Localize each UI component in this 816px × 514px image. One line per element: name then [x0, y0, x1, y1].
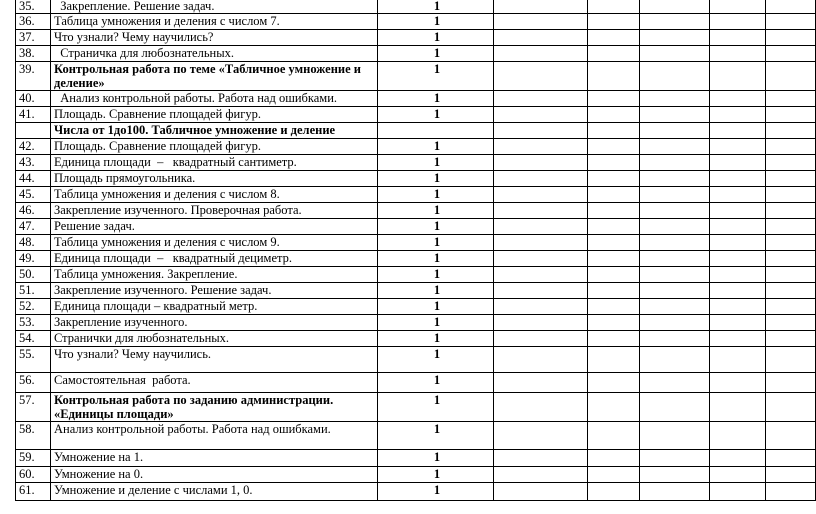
empty-cell: [494, 422, 588, 450]
empty-cell: [588, 467, 640, 483]
lesson-topic: Контрольная работа по заданию администрации. «Единицы площади»: [51, 393, 378, 422]
table-row: [16, 315, 816, 331]
empty-cell: [494, 373, 588, 393]
table-row: [16, 235, 816, 251]
empty-cell: [766, 235, 816, 251]
lesson-topic: Что узнали? Чему научились?: [51, 30, 378, 46]
empty-cell: [588, 30, 640, 46]
empty-cell: [640, 373, 710, 393]
empty-cell: [640, 107, 710, 123]
empty-cell: [766, 62, 816, 91]
empty-cell: [766, 139, 816, 155]
row-number: 38.: [16, 46, 51, 62]
empty-cell: [588, 251, 640, 267]
empty-cell: [710, 91, 766, 107]
table-row: [16, 267, 816, 283]
table-row: [16, 299, 816, 315]
empty-cell: [494, 91, 588, 107]
lesson-topic: Анализ контрольной работы. Работа над ошибками.: [51, 91, 378, 107]
empty-cell: [494, 0, 588, 14]
empty-cell: [640, 14, 710, 30]
lesson-topic: Закрепление изученного. Решение задач.: [51, 283, 378, 299]
empty-cell: [766, 219, 816, 235]
row-number: 52.: [16, 299, 51, 315]
empty-cell: [640, 91, 710, 107]
empty-cell: [766, 267, 816, 283]
empty-cell: [766, 251, 816, 267]
row-number: 59.: [16, 450, 51, 467]
empty-cell: [766, 14, 816, 30]
lesson-topic: Что узнали? Чему научились.: [51, 347, 378, 373]
empty-cell: [494, 219, 588, 235]
row-number: 35.: [16, 0, 51, 14]
empty-cell: [766, 467, 816, 483]
empty-cell: [494, 155, 588, 171]
lesson-topic: Закрепление изученного.: [51, 315, 378, 331]
empty-cell: [766, 283, 816, 299]
lesson-topic: Умножение и деление с числами 1, 0.: [51, 483, 378, 501]
empty-cell: [494, 483, 588, 501]
empty-cell: [710, 62, 766, 91]
empty-cell: [710, 283, 766, 299]
empty-cell: [588, 331, 640, 347]
empty-cell: [710, 422, 766, 450]
empty-cell: [766, 373, 816, 393]
row-number: 47.: [16, 219, 51, 235]
empty-cell: [494, 347, 588, 373]
lesson-hours: 1: [378, 30, 494, 46]
empty-cell: [710, 155, 766, 171]
lesson-hours: 1: [378, 219, 494, 235]
empty-cell: [766, 123, 816, 139]
empty-cell: [710, 315, 766, 331]
lesson-hours: 1: [378, 393, 494, 422]
empty-cell: [588, 46, 640, 62]
lesson-topic: Закрепление. Решение задач.: [51, 0, 378, 14]
empty-cell: [494, 139, 588, 155]
empty-cell: [766, 155, 816, 171]
empty-cell: [766, 422, 816, 450]
table-row: [16, 139, 816, 155]
row-number: 37.: [16, 30, 51, 46]
lesson-hours: 1: [378, 91, 494, 107]
lesson-hours: 1: [378, 467, 494, 483]
empty-cell: [710, 139, 766, 155]
empty-cell: [640, 0, 710, 14]
empty-cell: [588, 62, 640, 91]
empty-cell: [766, 171, 816, 187]
table-row: [16, 91, 816, 107]
row-number: 50.: [16, 267, 51, 283]
table-row: [16, 46, 816, 62]
empty-cell: [710, 14, 766, 30]
empty-cell: [710, 299, 766, 315]
row-number: 48.: [16, 235, 51, 251]
section-header-row: [16, 123, 816, 139]
empty-cell: [710, 347, 766, 373]
empty-cell: [710, 267, 766, 283]
empty-cell: [710, 30, 766, 46]
lesson-topic: Таблица умножения и деления с числом 8.: [51, 187, 378, 203]
lesson-hours: 1: [378, 283, 494, 299]
empty-cell: [588, 187, 640, 203]
lesson-topic: Единица площади – квадратный метр.: [51, 299, 378, 315]
lesson-topic: Самостоятельная работа.: [51, 373, 378, 393]
row-number: 57.: [16, 393, 51, 422]
lesson-hours: 1: [378, 155, 494, 171]
empty-cell: [588, 139, 640, 155]
empty-cell: [640, 251, 710, 267]
lesson-hours: 1: [378, 171, 494, 187]
table-row: [16, 187, 816, 203]
empty-cell: [640, 219, 710, 235]
empty-cell: [766, 483, 816, 501]
empty-cell: [588, 91, 640, 107]
table-row: [16, 483, 816, 501]
empty-cell: [710, 203, 766, 219]
lesson-hours: 1: [378, 422, 494, 450]
empty-cell: [710, 187, 766, 203]
row-number: 44.: [16, 171, 51, 187]
empty-cell: [710, 46, 766, 62]
empty-cell: [588, 422, 640, 450]
empty-cell: [588, 299, 640, 315]
lesson-hours: 1: [378, 235, 494, 251]
empty-cell: [640, 155, 710, 171]
table-row: [16, 283, 816, 299]
lesson-topic: Умножение на 0.: [51, 467, 378, 483]
empty-cell: [766, 30, 816, 46]
empty-cell: [588, 373, 640, 393]
table-row: [16, 155, 816, 171]
empty-cell: [494, 14, 588, 30]
lesson-topic: Единица площади – квадратный дециметр.: [51, 251, 378, 267]
empty-cell: [494, 30, 588, 46]
empty-cell: [494, 299, 588, 315]
table-row: [16, 171, 816, 187]
empty-cell: [494, 187, 588, 203]
empty-cell: [766, 450, 816, 467]
table-row: [16, 219, 816, 235]
row-number: 55.: [16, 347, 51, 373]
row-number: 61.: [16, 483, 51, 501]
empty-cell: [710, 0, 766, 14]
row-number: 39.: [16, 62, 51, 91]
lesson-topic: Страничка для любознательных.: [51, 46, 378, 62]
empty-cell: [640, 171, 710, 187]
lesson-plan-table: [15, 0, 816, 501]
empty-cell: [494, 450, 588, 467]
empty-cell: [494, 331, 588, 347]
table-row: [16, 30, 816, 46]
empty-cell: [640, 267, 710, 283]
empty-cell: [710, 483, 766, 501]
row-number: 56.: [16, 373, 51, 393]
empty-cell: [766, 331, 816, 347]
empty-cell: [640, 203, 710, 219]
row-number: 58.: [16, 422, 51, 450]
lesson-topic: Площадь. Сравнение площадей фигур.: [51, 139, 378, 155]
empty-cell: [494, 283, 588, 299]
empty-cell: [494, 267, 588, 283]
empty-cell: [640, 347, 710, 373]
empty-cell: [494, 203, 588, 219]
empty-cell: [640, 123, 710, 139]
lesson-hours: 1: [378, 331, 494, 347]
empty-cell: [710, 393, 766, 422]
row-number: 51.: [16, 283, 51, 299]
empty-cell: [588, 235, 640, 251]
row-number: 40.: [16, 91, 51, 107]
empty-cell: [640, 299, 710, 315]
lesson-topic: Умножение на 1.: [51, 450, 378, 467]
empty-cell: [640, 483, 710, 501]
row-number: 46.: [16, 203, 51, 219]
empty-cell: [710, 373, 766, 393]
lesson-hours: [378, 123, 494, 139]
empty-cell: [710, 467, 766, 483]
table-row: [16, 347, 816, 373]
empty-cell: [710, 235, 766, 251]
empty-cell: [640, 139, 710, 155]
table-row: [16, 467, 816, 483]
lesson-topic: Числа от 1до100. Табличное умножение и деление: [51, 123, 378, 139]
table-body: [16, 0, 816, 501]
empty-cell: [640, 62, 710, 91]
empty-cell: [640, 422, 710, 450]
lesson-hours: 1: [378, 139, 494, 155]
lesson-hours: 1: [378, 347, 494, 373]
empty-cell: [710, 123, 766, 139]
row-number: 42.: [16, 139, 51, 155]
empty-cell: [766, 107, 816, 123]
empty-cell: [494, 315, 588, 331]
row-number: 53.: [16, 315, 51, 331]
empty-cell: [766, 393, 816, 422]
empty-cell: [640, 235, 710, 251]
table-row: [16, 251, 816, 267]
lesson-hours: 1: [378, 450, 494, 467]
row-number: 45.: [16, 187, 51, 203]
empty-cell: [494, 62, 588, 91]
empty-cell: [494, 46, 588, 62]
table-row: [16, 422, 816, 450]
empty-cell: [640, 283, 710, 299]
empty-cell: [588, 123, 640, 139]
empty-cell: [494, 251, 588, 267]
empty-cell: [588, 393, 640, 422]
table-row: [16, 203, 816, 219]
lesson-topic: Таблица умножения. Закрепление.: [51, 267, 378, 283]
empty-cell: [710, 331, 766, 347]
lesson-hours: 1: [378, 46, 494, 62]
lesson-hours: 1: [378, 251, 494, 267]
row-number: 41.: [16, 107, 51, 123]
empty-cell: [494, 123, 588, 139]
empty-cell: [766, 315, 816, 331]
lesson-topic: Площадь прямоугольника.: [51, 171, 378, 187]
row-number: 43.: [16, 155, 51, 171]
table-row: [16, 14, 816, 30]
lesson-hours: 1: [378, 14, 494, 30]
row-number: 36.: [16, 14, 51, 30]
empty-cell: [640, 30, 710, 46]
table-row: [16, 62, 816, 91]
empty-cell: [588, 107, 640, 123]
empty-cell: [640, 450, 710, 467]
empty-cell: [710, 450, 766, 467]
row-number: 60.: [16, 467, 51, 483]
row-number: 49.: [16, 251, 51, 267]
empty-cell: [588, 483, 640, 501]
lesson-topic: Единица площади – квадратный сантиметр.: [51, 155, 378, 171]
empty-cell: [494, 171, 588, 187]
empty-cell: [588, 171, 640, 187]
lesson-hours: 1: [378, 267, 494, 283]
empty-cell: [766, 91, 816, 107]
empty-cell: [588, 347, 640, 373]
empty-cell: [766, 299, 816, 315]
row-number: 54.: [16, 331, 51, 347]
empty-cell: [588, 219, 640, 235]
lesson-topic: Анализ контрольной работы. Работа над ошибками.: [51, 422, 378, 450]
lesson-hours: 1: [378, 62, 494, 91]
lesson-hours: 1: [378, 0, 494, 14]
table-row: [16, 331, 816, 347]
lesson-topic: Контрольная работа по теме «Табличное умножение и деление»: [51, 62, 378, 91]
lesson-hours: 1: [378, 315, 494, 331]
lesson-hours: 1: [378, 373, 494, 393]
table-row: [16, 393, 816, 422]
empty-cell: [588, 14, 640, 30]
empty-cell: [588, 315, 640, 331]
empty-cell: [494, 107, 588, 123]
empty-cell: [588, 450, 640, 467]
lesson-hours: 1: [378, 483, 494, 501]
lesson-topic: Странички для любознательных.: [51, 331, 378, 347]
empty-cell: [494, 393, 588, 422]
empty-cell: [766, 347, 816, 373]
empty-cell: [710, 219, 766, 235]
lesson-topic: Площадь. Сравнение площадей фигур.: [51, 107, 378, 123]
empty-cell: [710, 251, 766, 267]
lesson-topic: Таблица умножения и деления с числом 7.: [51, 14, 378, 30]
empty-cell: [494, 467, 588, 483]
lesson-hours: 1: [378, 107, 494, 123]
lesson-topic: Закрепление изученного. Проверочная работа.: [51, 203, 378, 219]
table-row: [16, 0, 816, 14]
lesson-hours: 1: [378, 187, 494, 203]
empty-cell: [588, 283, 640, 299]
empty-cell: [588, 267, 640, 283]
empty-cell: [640, 46, 710, 62]
lesson-hours: 1: [378, 299, 494, 315]
empty-cell: [766, 46, 816, 62]
row-number: [16, 123, 51, 139]
empty-cell: [494, 235, 588, 251]
empty-cell: [640, 187, 710, 203]
empty-cell: [640, 393, 710, 422]
table-row: [16, 373, 816, 393]
empty-cell: [766, 187, 816, 203]
empty-cell: [640, 331, 710, 347]
lesson-topic: Решение задач.: [51, 219, 378, 235]
empty-cell: [588, 203, 640, 219]
empty-cell: [588, 0, 640, 14]
empty-cell: [766, 0, 816, 14]
table-row: [16, 450, 816, 467]
empty-cell: [640, 467, 710, 483]
empty-cell: [588, 155, 640, 171]
empty-cell: [710, 107, 766, 123]
empty-cell: [710, 171, 766, 187]
table-row: [16, 107, 816, 123]
lesson-topic: Таблица умножения и деления с числом 9.: [51, 235, 378, 251]
lesson-hours: 1: [378, 203, 494, 219]
empty-cell: [766, 203, 816, 219]
empty-cell: [640, 315, 710, 331]
